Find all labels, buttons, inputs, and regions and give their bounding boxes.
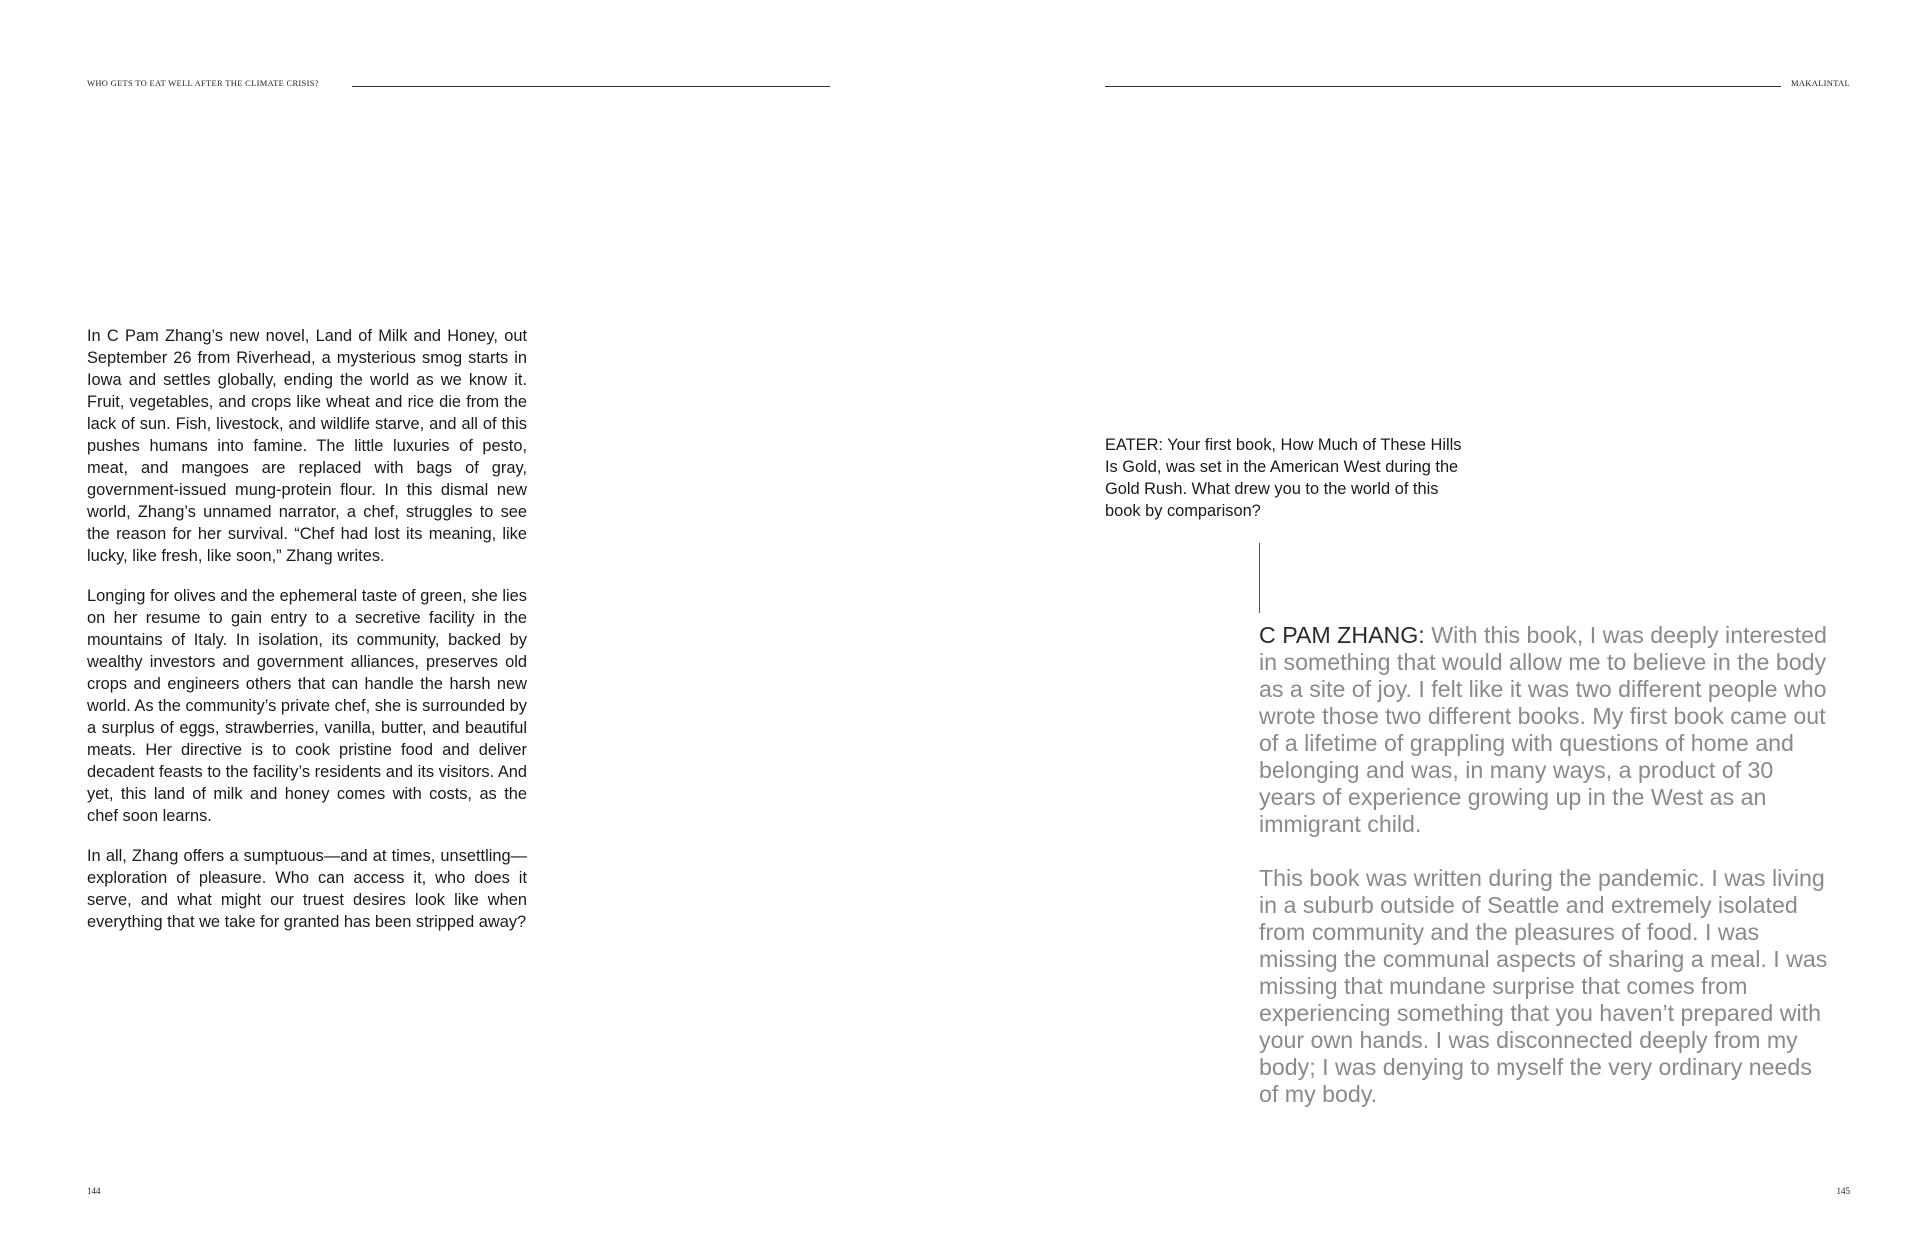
right-page-number: 145 [1836,1186,1850,1196]
left-page-number: 144 [87,1186,101,1196]
intro-paragraph-1: In C Pam Zhang’s new novel, Land of Milk and Honey, out September 26 from Riverhead, a mysterious smog starts in Iowa and settles globally, ending the world as we know it. Fruit, vegetables, and crops like wheat and rice die from the lack of sun. Fish, livestock, and wildlife starve, and all of this pushes humans into famine. The little luxuries of pesto, meat, and mangoes are replaced with bags of gray, government-issued mung-protein flour. In this dismal new world, Zhang’s unnamed narrator, a chef, struggles to see the reason for her survival. “Chef had lost its meaning, like lucky, like fresh, like soon,” Zhang writes. [87,327,527,565]
left-running-head: WHO GETS TO EAT WELL AFTER THE CLIMATE CRISIS? [87,78,319,88]
intro-paragraph-3: In all, Zhang offers a sumptuous—and at times, unsettling—exploration of pleasure. Who can access it, who does it serve, and what might our truest desires look like when everything that we take for granted has been stripped away? [87,847,527,931]
interview-question [1105,434,1467,522]
left-header-rule [352,86,830,87]
question-speaker: EATER: [1105,436,1163,454]
intro-paragraph-2: Longing for olives and the ephemeral taste of green, she lies on her resume to gain entry to a secretive facility in the mountains of Italy. In isolation, its community, backed by wealthy investors and government alliances, preserves old crops and engineers others that can handle the harsh new world. As the community’s private chef, she is surrounded by a surplus of eggs, strawberries, vanilla, butter, and beautiful meats. Her directive is to cook pristine food and deliver decadent feasts to the facility’s residents and its visitors. And yet, this land of milk and honey comes with costs, as the chef soon learns. [87,587,527,825]
answer-paragraph-2: This book was written during the pandemic. I was living in a suburb outside of Seattle and extremely isolated from community and the pleasures of food. I was missing the communal aspects of sharing a meal. I was missing that mundane surprise that comes from experiencing something that you haven’t prepared with your own hands. I was disconnected deeply from my body; I was denying to myself the very ordinary needs of my body. [1259,865,1828,1107]
answer-vertical-rule [1259,543,1260,613]
right-running-head: MAKALINTAL [1791,78,1850,88]
answer-paragraph-1 [1259,622,1829,838]
right-header-rule [1105,86,1781,87]
interview-answer [1259,622,1829,1135]
question-text: Your first book, How Much of These Hills Is Gold, was set in the American West during the Gold Rush. What drew you to the world of this book by comparison? [1105,436,1462,520]
answer-speaker: C PAM ZHANG: [1259,622,1425,648]
intro-column [87,325,527,951]
answer-paragraph-1-text: With this book, I was deeply interested in something that would allow me to believe in the body as a site of joy. I felt like it was two different people who wrote those two different books. My first book came out of a lifetime of grappling with questions of home and belonging and was, in many ways, a product of 30 years of experience growing up in the West as an immigrant child. [1259,622,1827,837]
